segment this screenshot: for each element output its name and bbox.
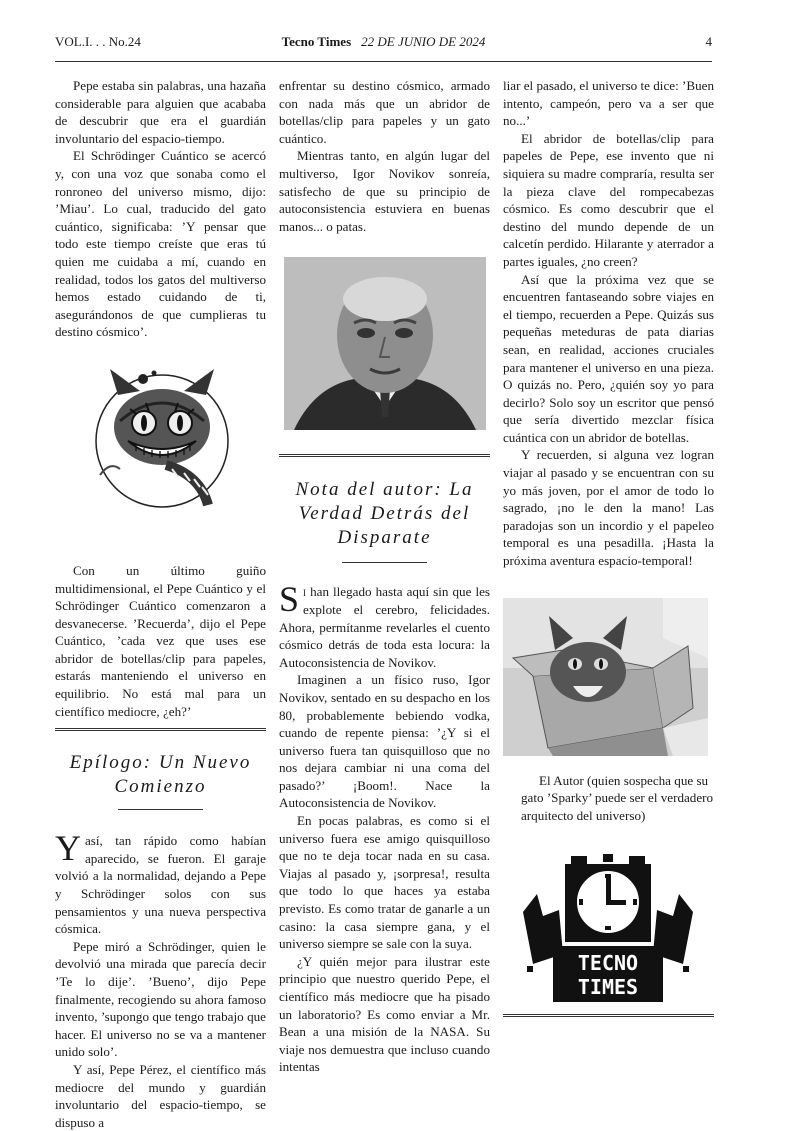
title-underline [118,809,203,810]
cat-in-box-photo [503,598,708,756]
paragraph: enfrentar su destino cósmico, armado con nada más que un abridor de botellas/clip para papeles y un gato cuántico. [279,78,490,146]
page-number: 4 [705,34,712,49]
logo-text-times: TIMES [577,975,639,1000]
column-1 [55,77,266,1131]
section-divider [503,1014,714,1017]
paragraph: Si han llegado hasta aquí sin que les explote el cerebro, felicidades. Ahora, permítanme revelarles el cuento cósmico detrás de toda esta locura: la Autoconsistencia de Novikov. [279,579,490,670]
paragraph: liar el pasado, el universo te dice: ’Buen intento, campeón, pero va a ser que no...’ [503,78,714,129]
volume-label: VOL.I. . . No.24 [55,34,141,49]
column-3 [503,77,714,1017]
tecno-times-logo [503,854,714,1004]
page-header [55,34,712,54]
paragraph: Y así, Pepe Pérez, el científico más mediocre del mundo y guardián involuntario del espacio-tiempo, se dispuso a [55,1061,266,1130]
paragraph: El abridor de botellas/clip para papeles de Pepe, ese invento que ni siquiera su madre compraría, resulta ser la pieza clave del rompecabezas cósmico. Es como descubrir que el destino del mundo depende de un calcetín perdido. Hilarante y aterrador a partes iguales, ¿no creen? [503,130,714,269]
paragraph: Así que la próxima vez que se encuentren fantaseando sobre viajes en el tiempo, recuerden a Pepe. Quizás sus pequeñas meteduras de pata diarias sean, en realidad, acciones cruciales para mantener el universo en una pieza. O quizás no. Pero, ¿quién soy yo para decirlo? Solo soy un escritor que pensó que sería divertido mezclar física cuántica con un abridor de botellas. [503,271,714,445]
paragraph: Pepe estaba sin palabras, una hazaña considerable para alguien que acababa de descubrir que era el guardián involuntario del espacio-tiempo. [55,78,266,146]
section-divider [279,454,490,457]
cheshire-cat-icon [80,365,240,515]
paragraph: Pepe miró a Schrödinger, quien le devolvió una mirada que parecía decir ’Te lo dije’. ’Bueno’, dijo Pepe finalmente, recogiendo su ahora famoso invento, ’supongo que tengo trabajo que hacer. El universo no se va a mantener unido solo’. [55,938,266,1060]
paragraph: El Schrödinger Cuántico se acercó y, con una voz que sonaba como el ronroneo del universo mismo, dijo: ’Miau’. Lo cual, traducido del gato cuántico, significaba: ’Y pensar que todo este tiempo creíste que eras tú quien me cuidaba a mí, cuando en realidad, todos los gatos del multiverso hemos estado cuidando de ti, asegurándonos de que cumplieras tu destino cósmico’. [55,148,266,340]
paper-name: Tecno Times [281,34,352,49]
paragraph: Imaginen a un físico ruso, Igor Novikov, sentado en su despacho en los 80, probablemente bebiendo vodka, cuando de repente piensa: ’¿Y si el universo fuera tan quisquilloso que no nos dejara cambiar ni una coma del pasado?’ ¡Boom!. Nace la Autoconsistencia de Novikov. [279,672,490,811]
section-title-epilogo: Epílogo: Un Nuevo Comienzo [69,752,252,798]
cat-in-box-icon [503,598,708,756]
drop-cap: Y [55,828,81,869]
drop-cap: S [279,579,300,620]
column-2 [279,77,490,1076]
masthead [55,34,712,50]
section-divider [55,728,266,731]
paragraph: ¿Y quién mejor para ilustrar este principio que nuestro querido Pepe, el científico más mediocre que ha pisado un laboratorio? Es como enviar a Mr. Bean a una misión de la NASA. Su viaje nos demuestra que incluso cuando intentas [279,953,490,1075]
paragraph: Mientras tanto, en algún lugar del multiverso, Igor Novikov sonreía, satisfecho de que su principio de autoconsistencia estuviera en buenas manos... o patas. [279,148,490,234]
paragraph: Y recuerden, si alguna vez logran viajar al pasado y se encuentran con su yo más joven, por el amor de todo lo sagrado, ¡no le den la mano! Las paradojas son un incordio y el papeleo temporal es una pesadilla. ¡Hasta la próxima aventura espacio-temporal! [503,447,714,569]
issue-date: 22 DE JUNIO DE 2024 [361,34,486,49]
paragraph: Y así, tan rápido como habían aparecido, se fueron. El garaje volvió a la normalidad, dejando a Pepe y Schrödinger solos con sus pensamientos y una nueva perspectiva cósmica. [55,828,266,937]
paragraph: Con un último guiño multidimensional, el Pepe Cuántico y el Schrödinger Cuántico comenzaron a desvanecerse. ’Recuerda’, dijo el Pepe Cuántico, ’cada vez que uses ese abridor de botellas/clip para papeles, estarás manteniendo el universo en equilibrio. No está mal para un científico mediocre, ¿eh?’ [55,562,266,719]
logo-text-tecno: TECNO [577,951,639,976]
title-underline [342,562,427,563]
header-rule [55,61,712,62]
photo-caption: El Autor (quien sospecha que su gato ’Sparky’ puede ser el verdadero arquitecto del universo) [521,772,714,823]
portrait-photo [284,257,486,430]
man-portrait-icon [284,257,486,430]
paragraph: En pocas palabras, es como si el universo fuera ese amigo quisquilloso que no te deja tocar nada en su casa. Viajas al pasado y, ¡sorpresa!, resulta que todo lo que haces ya estaba previsto. Es como tratar de ganarle a un casino: la casa siempre gana, y el universo siempre se sale con la suya. [279,813,490,952]
section-title-nota-del-autor: Nota del autor: La Verdad Detrás del Disparate [295,479,474,549]
cheshire-cat-figure [55,351,266,556]
tecno-times-clock-logo-icon [523,854,693,1004]
